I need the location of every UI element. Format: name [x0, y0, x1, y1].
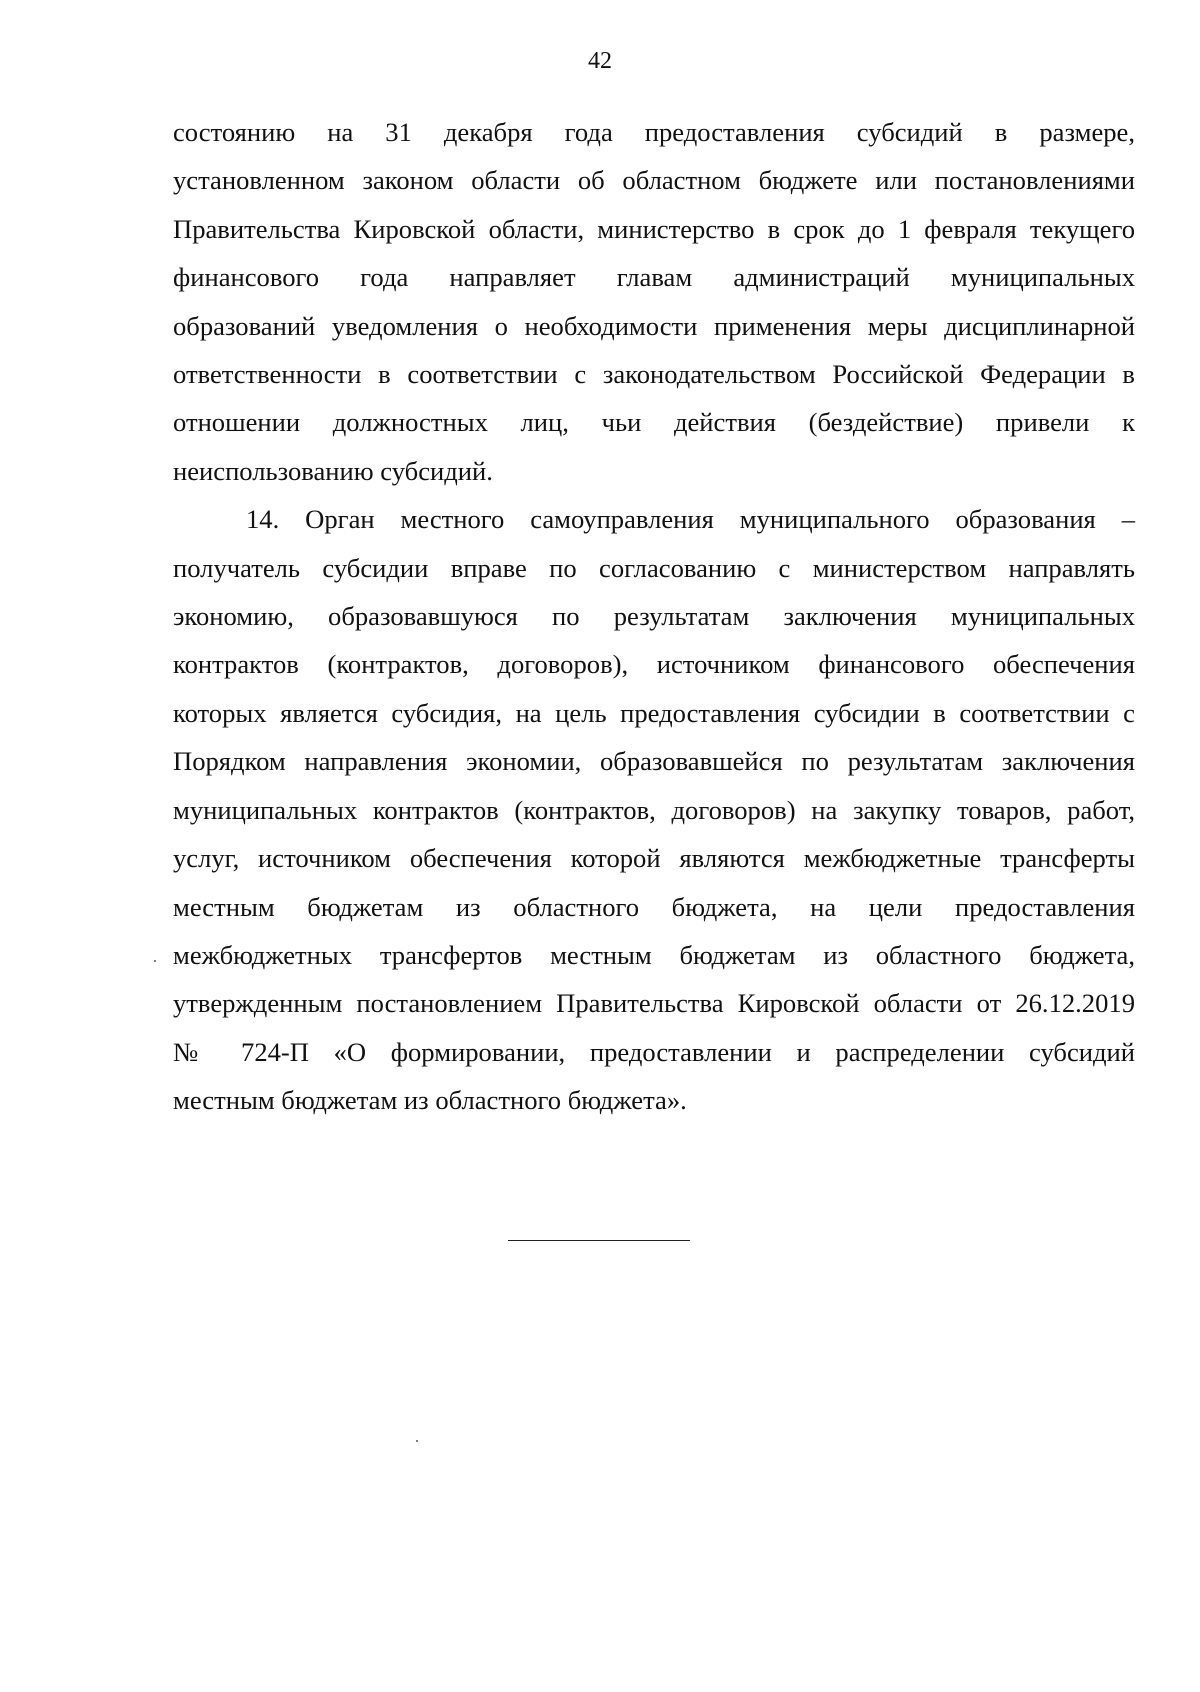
paragraph-continuation	[173, 108, 1135, 495]
text-line: межбюджетных трансфертов местным бюджетам из областного бюджета,	[173, 939, 1135, 970]
end-separator-line	[508, 1240, 690, 1241]
scan-speck	[416, 1440, 418, 1442]
text-line: финансового года направляет главам администраций муниципальных	[173, 262, 1135, 293]
text-line: утвержденным постановлением Правительства Кировской области от 26.12.2019	[173, 988, 1135, 1019]
text-line: образований уведомления о необходимости применения меры дисциплинарной	[173, 310, 1135, 341]
text-line: местным бюджетам из областного бюджета».	[173, 1085, 687, 1116]
text-line: 14. Орган местного самоуправления муниципального образования –	[246, 504, 1135, 535]
document-body	[173, 108, 1135, 1125]
text-line: контрактов (контрактов, договоров), источником финансового обеспечения	[173, 649, 1135, 680]
text-line: которых является субсидия, на цель предоставления субсидии в соответствии с	[173, 697, 1135, 728]
scan-speck	[154, 960, 156, 962]
text-line: состоянию на 31 декабря года предоставления субсидий в размере,	[173, 117, 1135, 147]
text-line: отношении должностных лиц, чьи действия (бездействие) привели к	[173, 407, 1135, 438]
paragraph-14	[173, 495, 1135, 1124]
text-line: Порядком направления экономии, образовавшейся по результатам заключения	[173, 746, 1135, 777]
text-line: неиспользованию субсидий.	[173, 455, 493, 486]
text-line: № 724-П «О формировании, предоставлении и распределении субсидий	[173, 1036, 1135, 1067]
page-number: 42	[588, 48, 612, 74]
text-line: экономию, образовавшуюся по результатам заключения муниципальных	[173, 601, 1135, 632]
text-line: муниципальных контрактов (контрактов, договоров) на закупку товаров, работ,	[173, 794, 1135, 825]
text-line: получатель субсидии вправе по согласованию с министерством направлять	[173, 552, 1135, 583]
text-line: Правительства Кировской области, министерство в срок до 1 февраля текущего	[173, 213, 1135, 244]
text-line: установленном законом области об областном бюджете или постановлениями	[173, 165, 1135, 196]
text-line: местным бюджетам из областного бюджета, на цели предоставления	[173, 891, 1135, 922]
text-line: ответственности в соответствии с законодательством Российской Федерации в	[173, 359, 1135, 390]
text-line: услуг, источником обеспечения которой являются межбюджетные трансферты	[173, 843, 1135, 874]
